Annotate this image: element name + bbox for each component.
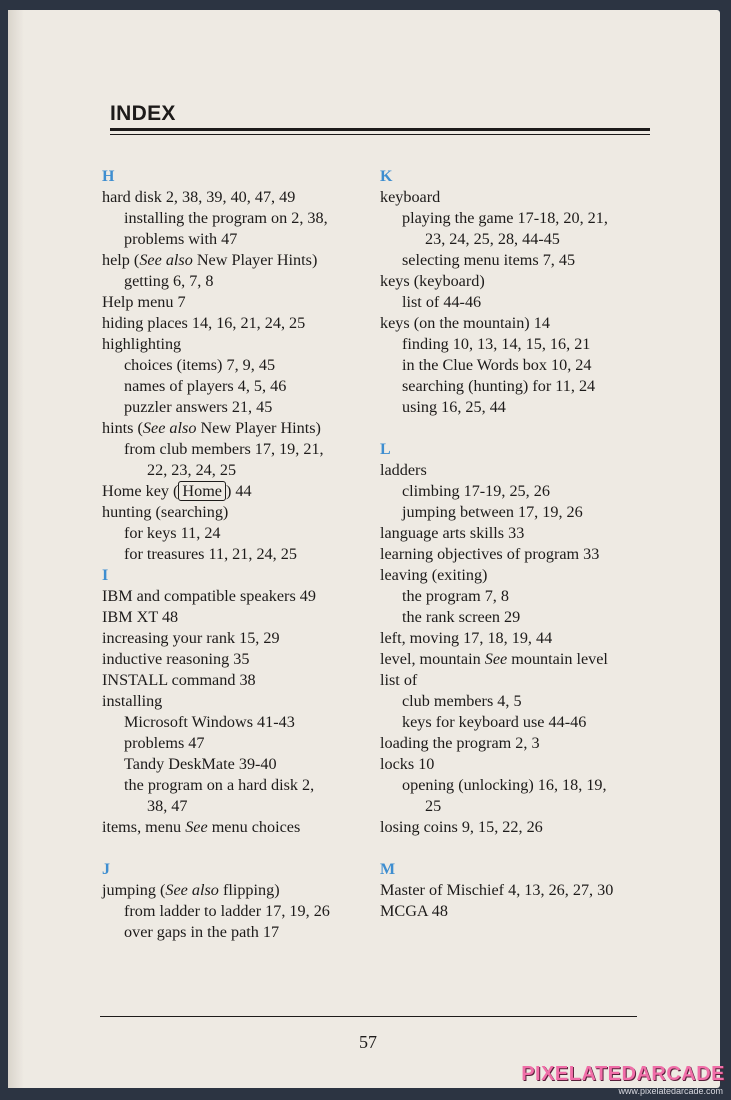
- index-entry: loading the program 2, 3: [380, 734, 540, 752]
- entry-text: menu choices: [207, 818, 301, 836]
- index-subentry: for treasures 11, 21, 24, 25: [124, 545, 297, 563]
- entry-text: mountain level: [507, 650, 608, 668]
- index-entry: keys (on the mountain) 14: [380, 314, 550, 332]
- section-letter: H: [102, 168, 115, 185]
- entry-text: items, menu: [102, 818, 186, 836]
- index-subentry: the rank screen 29: [402, 608, 521, 626]
- index-subentry: list of 44-46: [402, 293, 482, 311]
- index-entry: IBM XT 48: [102, 608, 179, 626]
- index-entry: language arts skills 33: [380, 524, 525, 542]
- entry-text: ) 44: [225, 482, 252, 500]
- index-entry: INSTALL command 38: [102, 671, 256, 689]
- cross-reference: See also: [139, 251, 193, 269]
- page-spine-shadow: [8, 10, 24, 1088]
- spacer: [380, 838, 660, 859]
- index-entry: hard disk 2, 38, 39, 40, 47, 49: [102, 188, 296, 206]
- page-title: INDEX: [110, 102, 176, 125]
- index-entry: losing coins 9, 15, 22, 26: [380, 818, 543, 836]
- index-subentry: getting 6, 7, 8: [124, 272, 214, 290]
- index-entry: locks 10: [380, 755, 435, 773]
- page-number: 57: [359, 1032, 377, 1052]
- entry-text: flipping): [218, 881, 280, 899]
- manual-page: [8, 10, 720, 1088]
- entry-text: level, mountain: [380, 650, 485, 668]
- index-subentry: keys for keyboard use 44-46: [402, 713, 587, 731]
- index-entry: ladders: [380, 461, 427, 479]
- index-subentry: climbing 17-19, 25, 26: [402, 482, 550, 500]
- index-entry: [102, 481, 382, 502]
- entry-text: jumping (: [102, 881, 166, 899]
- index-entry: Help menu 7: [102, 293, 186, 311]
- index-subentry: from ladder to ladder 17, 19, 26: [124, 902, 330, 920]
- cross-reference: See: [484, 650, 508, 668]
- index-entry: installing: [102, 692, 163, 710]
- index-subentry: using 16, 25, 44: [402, 398, 506, 416]
- index-entry: [102, 817, 382, 838]
- index-subentry: for keys 11, 24: [124, 524, 221, 542]
- index-entry: [102, 250, 382, 271]
- index-entry: MCGA 48: [380, 902, 448, 920]
- key-cap: Home: [178, 481, 226, 501]
- index-subentry: selecting menu items 7, 45: [402, 251, 576, 269]
- section-letter: L: [380, 441, 391, 458]
- spacer: [380, 418, 660, 439]
- index-entry: list of: [380, 671, 418, 689]
- index-entry: [380, 649, 660, 670]
- index-subentry: Tandy DeskMate 39-40: [124, 755, 277, 773]
- index-subentry: searching (hunting) for 11, 24: [402, 377, 596, 395]
- index-column-right: [380, 166, 660, 922]
- index-continuation: 23, 24, 25, 28, 44-45: [425, 230, 560, 248]
- entry-text: New Player Hints): [192, 251, 318, 269]
- index-entry: hiding places 14, 16, 21, 24, 25: [102, 314, 306, 332]
- header-rule-thick: [110, 128, 650, 131]
- index-entry: left, moving 17, 18, 19, 44: [380, 629, 553, 647]
- index-subentry: problems with 47: [124, 230, 238, 248]
- spacer: [102, 838, 382, 859]
- entry-text: Home key (: [102, 482, 179, 500]
- index-entry: [102, 418, 382, 439]
- index-subentry: choices (items) 7, 9, 45: [124, 356, 276, 374]
- index-subentry: Microsoft Windows 41-43: [124, 713, 295, 731]
- entry-text: New Player Hints): [196, 419, 321, 437]
- index-subentry: over gaps in the path 17: [124, 923, 280, 941]
- watermark-logo: PIXELATEDARCADE: [521, 1063, 725, 1085]
- index-continuation: 38, 47: [147, 797, 188, 815]
- watermark-url: www.pixelatedarcade.com: [618, 1086, 723, 1096]
- index-entry: inductive reasoning 35: [102, 650, 250, 668]
- index-subentry: club members 4, 5: [402, 692, 522, 710]
- index-subentry: puzzler answers 21, 45: [124, 398, 273, 416]
- index-entry: [102, 880, 382, 901]
- index-subentry: jumping between 17, 19, 26: [402, 503, 583, 521]
- index-subentry: playing the game 17-18, 20, 21,: [402, 209, 608, 227]
- entry-text: help (: [102, 251, 140, 269]
- section-letter: M: [380, 861, 396, 878]
- index-subentry: names of players 4, 5, 46: [124, 377, 287, 395]
- index-entry: learning objectives of program 33: [380, 545, 600, 563]
- cross-reference: See also: [165, 881, 219, 899]
- index-subentry: from club members 17, 19, 21,: [124, 440, 324, 458]
- index-subentry: in the Clue Words box 10, 24: [402, 356, 592, 374]
- index-entry: keyboard: [380, 188, 441, 206]
- index-entry: highlighting: [102, 335, 182, 353]
- index-entry: hunting (searching): [102, 503, 229, 521]
- entry-text: hints (: [102, 419, 143, 437]
- index-entry: Master of Mischief 4, 13, 26, 27, 30: [380, 881, 614, 899]
- section-letter: I: [102, 567, 109, 584]
- cross-reference: See: [185, 818, 208, 836]
- section-letter: J: [102, 861, 110, 878]
- footer-rule: [100, 1016, 637, 1017]
- header-rule-thin: [110, 134, 650, 135]
- index-subentry: finding 10, 13, 14, 15, 16, 21: [402, 335, 591, 353]
- cross-reference: See also: [142, 419, 197, 437]
- index-subentry: problems 47: [124, 734, 205, 752]
- index-continuation: 25: [425, 797, 442, 815]
- index-subentry: the program 7, 8: [402, 587, 509, 605]
- index-entry: leaving (exiting): [380, 566, 488, 584]
- index-subentry: installing the program on 2, 38,: [124, 209, 328, 227]
- section-letter: K: [380, 168, 393, 185]
- index-subentry: the program on a hard disk 2,: [124, 776, 315, 794]
- index-column-left: [102, 166, 382, 943]
- index-entry: keys (keyboard): [380, 272, 485, 290]
- index-entry: IBM and compatible speakers 49: [102, 587, 316, 605]
- index-subentry: opening (unlocking) 16, 18, 19,: [402, 776, 607, 794]
- index-continuation: 22, 23, 24, 25: [147, 461, 237, 479]
- index-entry: increasing your rank 15, 29: [102, 629, 280, 647]
